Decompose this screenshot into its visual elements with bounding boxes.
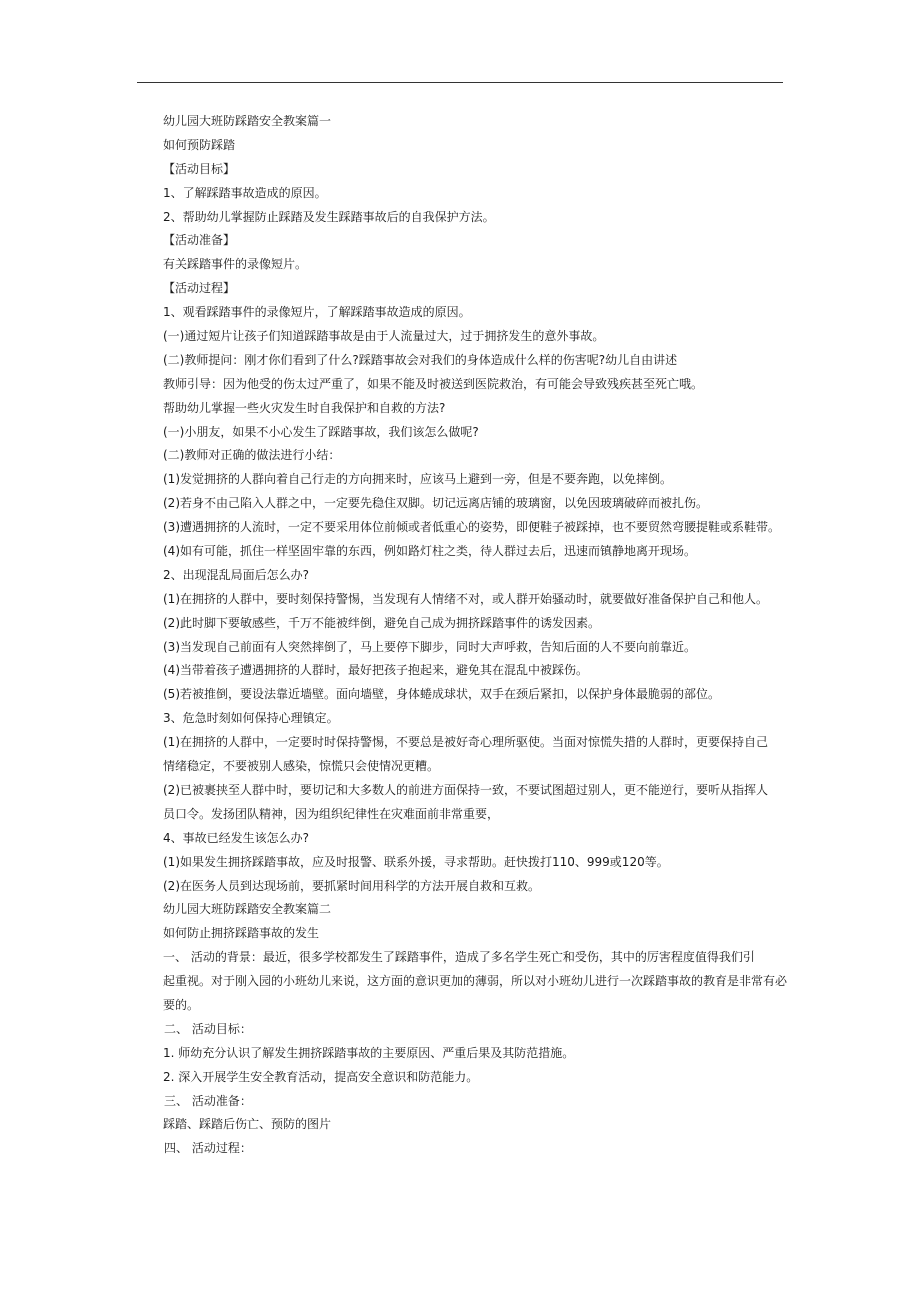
text-line: (2)在医务人员到达现场前，要抓紧时间用科学的方法开展自救和互救。: [163, 878, 541, 893]
text-line: 如何防止拥挤踩踏事故的发生: [163, 926, 320, 941]
text-line: 幼儿园大班防踩踏安全教案篇一: [163, 114, 332, 128]
text-line: 如何预防踩踏: [163, 137, 236, 152]
text-line: 帮助幼儿掌握一些火灾发生时自我保护和自救的方法?: [163, 400, 446, 415]
text-line: 二、 活动目标：: [164, 1021, 252, 1036]
text-line: 【活动准备】: [163, 233, 236, 248]
text-line: 情绪稳定，不要被别人感染，惊慌只会使情况更糟。: [163, 759, 440, 774]
text-line: 【活动目标】: [163, 161, 236, 176]
text-line: 3、危急时刻如何保持心理镇定。: [163, 711, 339, 726]
text-line: 员口令。发扬团队精神，因为组织纪律性在灾难面前非常重要，: [163, 806, 500, 821]
text-line: 1. 师幼充分认识了解发生拥挤踩踏事故的主要原因、严重后果及其防范措施。: [163, 1045, 575, 1060]
text-line: (一)小朋友，如果不小心发生了踩踏事故，我们该怎么做呢?: [163, 424, 479, 439]
text-line: 【活动过程】: [163, 281, 236, 296]
text-line: (一)通过短片让孩子们知道踩踏事故是由于人流量过大，过于拥挤发生的意外事故。: [163, 329, 605, 344]
text-line: 四、 活动过程：: [164, 1141, 252, 1156]
text-line: 幼儿园大班防踩踏安全教案篇二: [163, 902, 332, 917]
text-line: 2、帮助幼儿掌握防止踩踏及发生踩踏事故后的自我保护方法。: [163, 209, 495, 224]
text-line: 教师引导：因为他受的伤太过严重了，如果不能及时被送到医院救治，有可能会导致残疾甚至死亡哦。: [163, 376, 704, 391]
text-line: (4)如有可能，抓住一样坚固牢靠的东西，例如路灯柱之类，待人群过去后，迅速而镇静地离开现场。: [163, 544, 697, 559]
text-line: (2)已被裹挟至人群中时，要切记和大多数人的前进方面保持一致，不要试图超过别人，更不能逆行，要听从指挥人: [163, 782, 769, 797]
text-line: (1)在拥挤的人群中，一定要时时保持警惕，不要总是被好奇心理所驱使。当面对惊慌失措的人群时，更要保持自己: [163, 735, 769, 750]
text-line: (1)如果发生拥挤踩踏事故，应及时报警、联系外援，寻求帮助。赶快拨打110、999或120等。: [163, 854, 669, 869]
text-line: 三、 活动准备：: [164, 1093, 252, 1108]
text-line: 踩踏、踩踏后伤亡、预防的图片: [163, 1117, 332, 1132]
text-line: 2、出现混乱局面后怎么办?: [163, 567, 310, 582]
text-line: (二)教师对正确的做法进行小结：: [163, 448, 341, 463]
text-line: (1)发觉拥挤的人群向着自己行走的方向拥来时，应该马上避到一旁，但是不要奔跑，以免摔倒。: [163, 472, 673, 487]
text-line: (5)若被推倒，要设法靠近墙壁。面向墙壁，身体蜷成球状，双手在颈后紧扣，以保护身体最脆弱的部位。: [163, 687, 721, 702]
document-body: [163, 110, 788, 1161]
text-line: 有关踩踏事件的录像短片。: [163, 257, 308, 272]
text-line: 一、 活动的背景：最近，很多学校都发生了踩踏事件，造成了多名学生死亡和受伤，其中的厉害程度值得我们引: [163, 950, 755, 965]
text-line: (2)若身不由己陷入人群之中，一定要先稳住双脚。切记远离店铺的玻璃窗，以免因玻璃破碎而被扎伤。: [163, 496, 709, 511]
text-line: 4、事故已经发生该怎么办?: [163, 830, 310, 845]
header-rule: [137, 82, 783, 83]
text-line: (2)此时脚下要敏感些，千万不能被绊倒，避免自己成为拥挤踩踏事件的诱发因素。: [163, 615, 601, 630]
text-line: 1、观看踩踏事件的录像短片，了解踩踏事故造成的原因。: [163, 305, 471, 320]
text-line: 要的。: [163, 997, 200, 1012]
text-line: (1)在拥挤的人群中，要时刻保持警惕，当发现有人情绪不对，或人群开始骚动时，就要做好准备保护自己和他人。: [163, 591, 769, 606]
text-line: (4)当带着孩子遭遇拥挤的人群时，最好把孩子抱起来，避免其在混乱中被踩伤。: [163, 663, 589, 678]
text-line: (3)当发现自己前面有人突然摔倒了，马上要停下脚步，同时大声呼救，告知后面的人不要向前靠近。: [163, 639, 697, 654]
text-line: (3)遭遇拥挤的人流时，一定不要采用体位前倾或者低重心的姿势，即便鞋子被踩掉，也不要贸然弯腰提鞋或系鞋带。: [163, 520, 781, 535]
text-line: (二)教师提问：刚才你们看到了什么?踩踏事故会对我们的身体造成什么样的伤害呢?幼儿自由讲述: [163, 352, 678, 367]
text-line: 2. 深入开展学生安全教育活动，提高安全意识和防范能力。: [163, 1069, 479, 1084]
text-line: 1、了解踩踏事故造成的原因。: [163, 185, 327, 200]
text-line: 起重视。对于刚入园的小班幼儿来说，这方面的意识更加的薄弱，所以对小班幼儿进行一次踩踏事故的教育是非常有必: [163, 974, 788, 989]
